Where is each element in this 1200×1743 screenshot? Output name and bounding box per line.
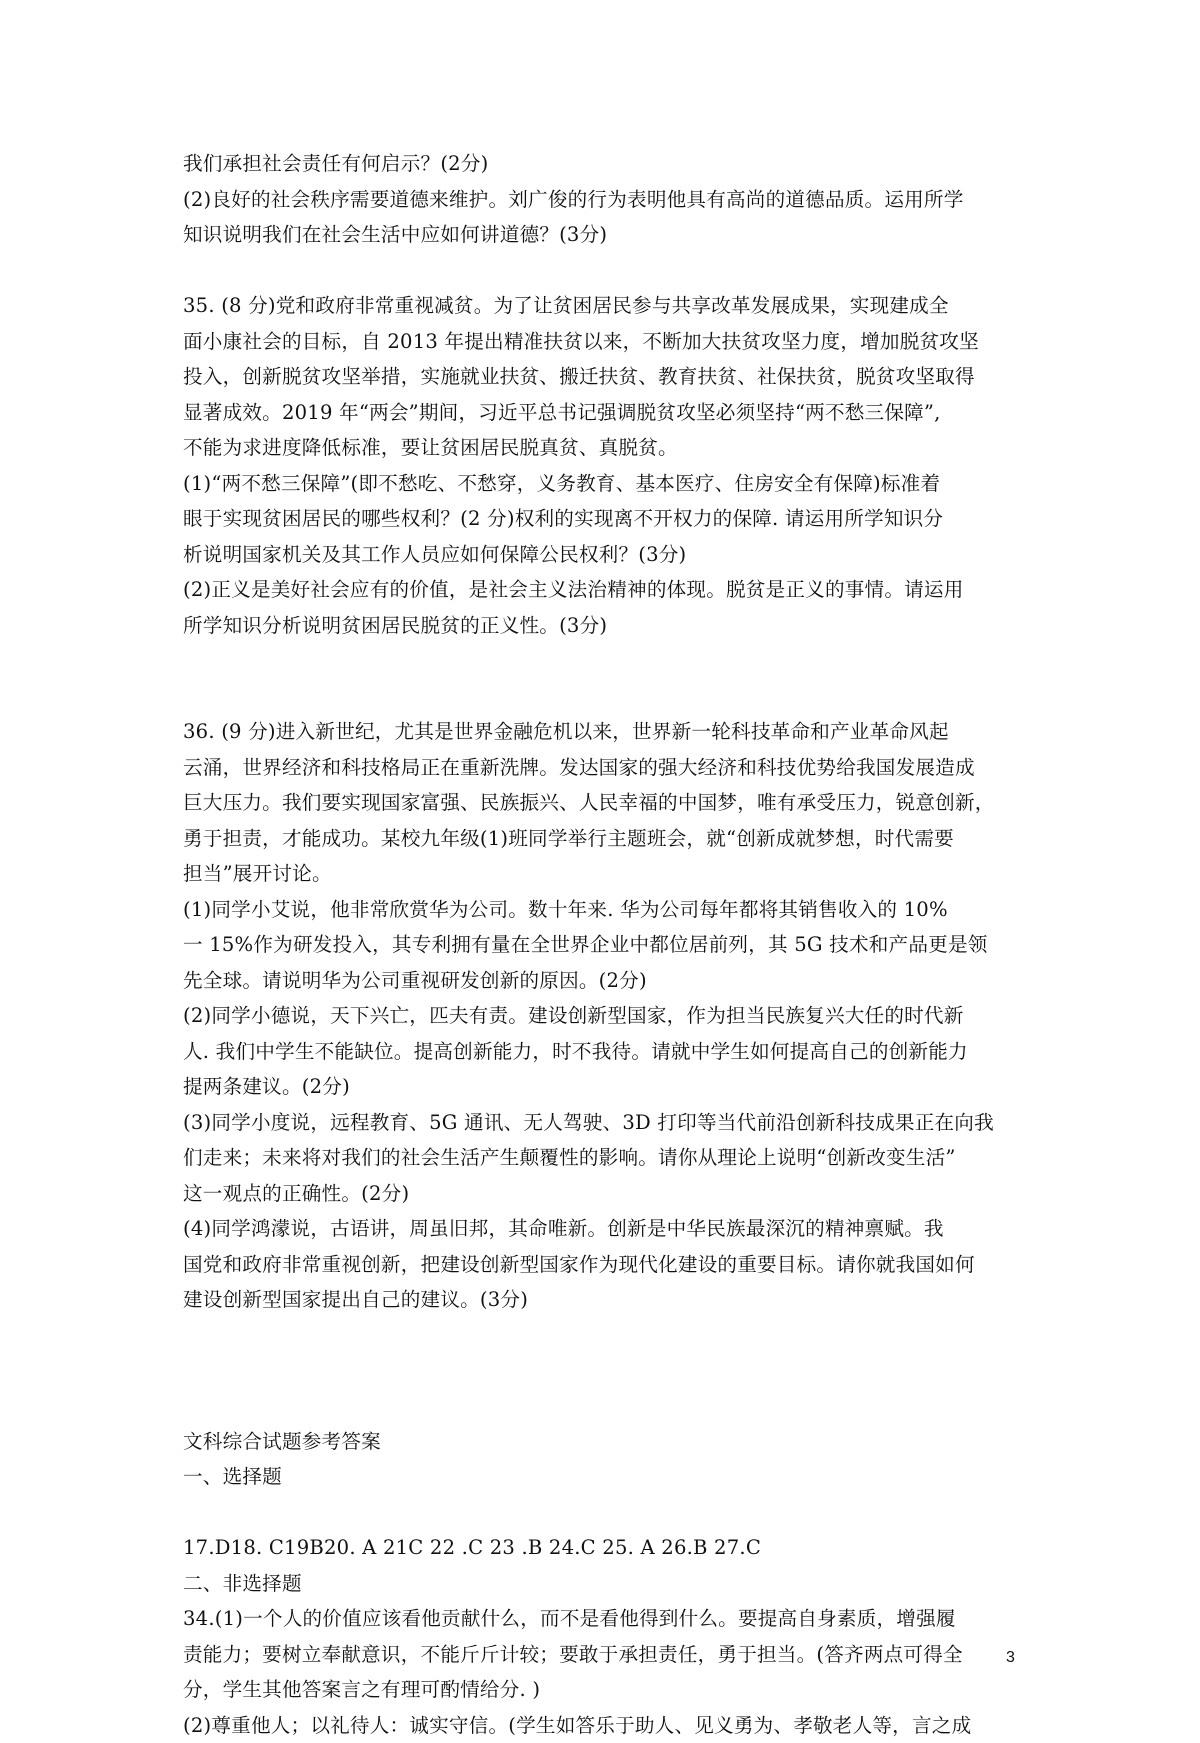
text-line: (1)“两不愁三保障”(即不愁吃、不愁穿，义务教育、基本医疗、住房安全有保障)标准着 (183, 466, 1023, 502)
text-line: (2)尊重他人；以礼待人：诚实守信。(学生如答乐于助人、见义勇为、孝敬老人等，言之成 (183, 1708, 1023, 1743)
question-36-line: 36. (9 分)进入新世纪，尤其是世界金融危机以来，世界新一轮科技革命和产业革命风起 (183, 714, 1023, 750)
text-line: (2)同学小德说，天下兴亡，匹夫有责。建设创新型国家，作为担当民族复兴大任的时代新 (183, 998, 1023, 1034)
text-line: 责能力；要树立奉献意识，不能斤斤计较；要敢于承担责任，勇于担当。(答齐两点可得全 (183, 1637, 1023, 1673)
answer-key-title: 文科综合试题参考答案 (183, 1424, 1023, 1460)
section-heading: 二、非选择题 (183, 1566, 1023, 1602)
text-line: 们走来；未来将对我们的社会生活产生颠覆性的影响。请你从理论上说明“创新改变生活” (183, 1140, 1023, 1176)
text-line: (4)同学鸿濛说，古语讲，周虽旧邦，其命唯新。创新是中华民族最深沉的精神禀赋。我 (183, 1211, 1023, 1247)
text-line: (3)同学小度说，远程教育、5G 通讯、无人驾驶、3D 打印等当代前沿创新科技成果正在向我 (183, 1105, 1023, 1141)
question-35-line: 35. (8 分)党和政府非常重视减贫。为了让贫困居民参与共享改革发展成果，实现建成全 (183, 288, 1023, 324)
text-line: 知识说明我们在社会生活中应如何讲道德？(3分) (183, 217, 1023, 253)
text-line: 国党和政府非常重视创新，把建设创新型国家作为现代化建设的重要目标。请你就我国如何 (183, 1247, 1023, 1283)
text-line: 建设创新型国家提出自己的建议。(3分) (183, 1282, 1023, 1318)
text-line: 先全球。请说明华为公司重视研发创新的原因。(2分) (183, 963, 1023, 999)
choice-answers: 17.D18. C19B20. A 21C 22 .C 23 .B 24.C 25. A 26.B 27.C (183, 1530, 1023, 1566)
text-line: (2)良好的社会秩序需要道德来维护。刘广俊的行为表明他具有高尚的道德品质。运用所学 (183, 182, 1023, 218)
text-line: 所学知识分析说明贫困居民脱贫的正义性。(3分) (183, 608, 1023, 644)
text-line: 一 15%作为研发投入，其专利拥有量在全世界企业中都位居前列，其 5G 技术和产品更是领 (183, 927, 1023, 963)
page-number: 3 (1006, 1648, 1015, 1668)
text-line: (2)正义是美好社会应有的价值，是社会主义法治精神的体现。脱贫是正义的事情。请运用 (183, 572, 1023, 608)
section-heading: 一、选择题 (183, 1459, 1023, 1495)
text-line: 这一观点的正确性。(2分) (183, 1176, 1023, 1212)
text-line: (1)同学小艾说，他非常欣赏华为公司。数十年来. 华为公司每年都将其销售收入的 10% (183, 892, 1023, 928)
text-line: 不能为求进度降低标准，要让贫困居民脱真贫、真脱贫。 (183, 430, 1023, 466)
text-line: 显著成效。2019 年“两会”期间，习近平总书记强调脱贫攻坚必须坚持“两不愁三保障”, (183, 395, 1023, 431)
text-line: 人. 我们中学生不能缺位。提高创新能力，时不我待。请就中学生如何提高自己的创新能力 (183, 1034, 1023, 1070)
document-body (183, 146, 1023, 1743)
text-line: 面小康社会的目标，自 2013 年提出精准扶贫以来，不断加大扶贫攻坚力度，增加脱贫攻坚 (183, 324, 1023, 360)
text-line: 我们承担社会责任有何启示？(2分) (183, 146, 1023, 182)
text-line: 云涌，世界经济和科技格局正在重新洗牌。发达国家的强大经济和科技优势给我国发展造成 (183, 750, 1023, 786)
text-line: 眼于实现贫困居民的哪些权利？(2 分)权利的实现离不开权力的保障. 请运用所学知识分 (183, 501, 1023, 537)
text-line: 提两条建议。(2分) (183, 1069, 1023, 1105)
text-line: 分，学生其他答案言之有理可酌情给分. ) (183, 1672, 1023, 1708)
text-line: 34.(1)一个人的价值应该看他贡献什么，而不是看他得到什么。要提高自身素质，增强履 (183, 1601, 1023, 1637)
text-line: 担当”展开讨论。 (183, 856, 1023, 892)
text-line: 投入，创新脱贫攻坚举措，实施就业扶贫、搬迁扶贫、教育扶贫、社保扶贫，脱贫攻坚取得 (183, 359, 1023, 395)
text-line: 巨大压力。我们要实现国家富强、民族振兴、人民幸福的中国梦，唯有承受压力，锐意创新， (183, 785, 1023, 821)
text-line: 析说明国家机关及其工作人员应如何保障公民权利？(3分) (183, 537, 1023, 573)
text-line: 勇于担责，才能成功。某校九年级(1)班同学举行主题班会，就“创新成就梦想，时代需要 (183, 821, 1023, 857)
